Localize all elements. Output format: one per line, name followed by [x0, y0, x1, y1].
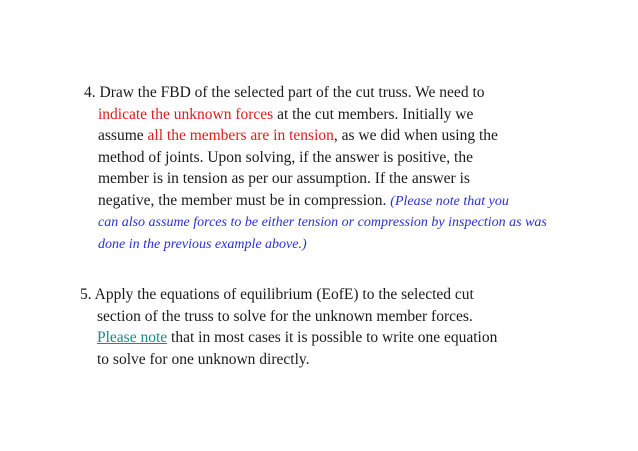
step-5-line-2: section of the truss to solve for the unknown member forces.: [97, 307, 473, 325]
please-note-link[interactable]: Please note: [97, 329, 168, 346]
step-4-line-2: indicate the unknown forces at the cut members. Initially we: [98, 105, 474, 123]
step-5-paragraph: [80, 284, 497, 370]
note-italic-start: (Please note that you: [390, 193, 509, 209]
highlight-tension-assumption: all the members are in tension: [147, 127, 334, 144]
step-4-line-4: method of joints. Upon solving, if the answer is positive, the: [98, 148, 473, 166]
note-italic-line-2: can also assume forces to be either tension or compression by inspection as was: [98, 215, 547, 230]
step-4-line-3: assume all the members are in tension, as we did when using the: [98, 127, 498, 144]
step-5-line-4: to solve for one unknown directly.: [97, 350, 310, 368]
step-4-line-1: 4. Draw the FBD of the selected part of the cut truss. We need to: [84, 84, 485, 101]
step-4-line-5: member is in tension as per our assumption. If the answer is: [98, 170, 470, 187]
step-4-paragraph: [84, 82, 547, 255]
step-5-line-1: 5. Apply the equations of equilibrium (EofE) to the selected cut: [80, 286, 474, 303]
highlight-unknown-forces: indicate the unknown forces: [98, 105, 274, 123]
step-5-line-3: Please note that in most cases it is possible to write one equation: [97, 329, 498, 346]
step-4-line-6: negative, the member must be in compression. (Please note that you: [98, 191, 509, 209]
note-italic-line-3: done in the previous example above.): [98, 236, 307, 252]
